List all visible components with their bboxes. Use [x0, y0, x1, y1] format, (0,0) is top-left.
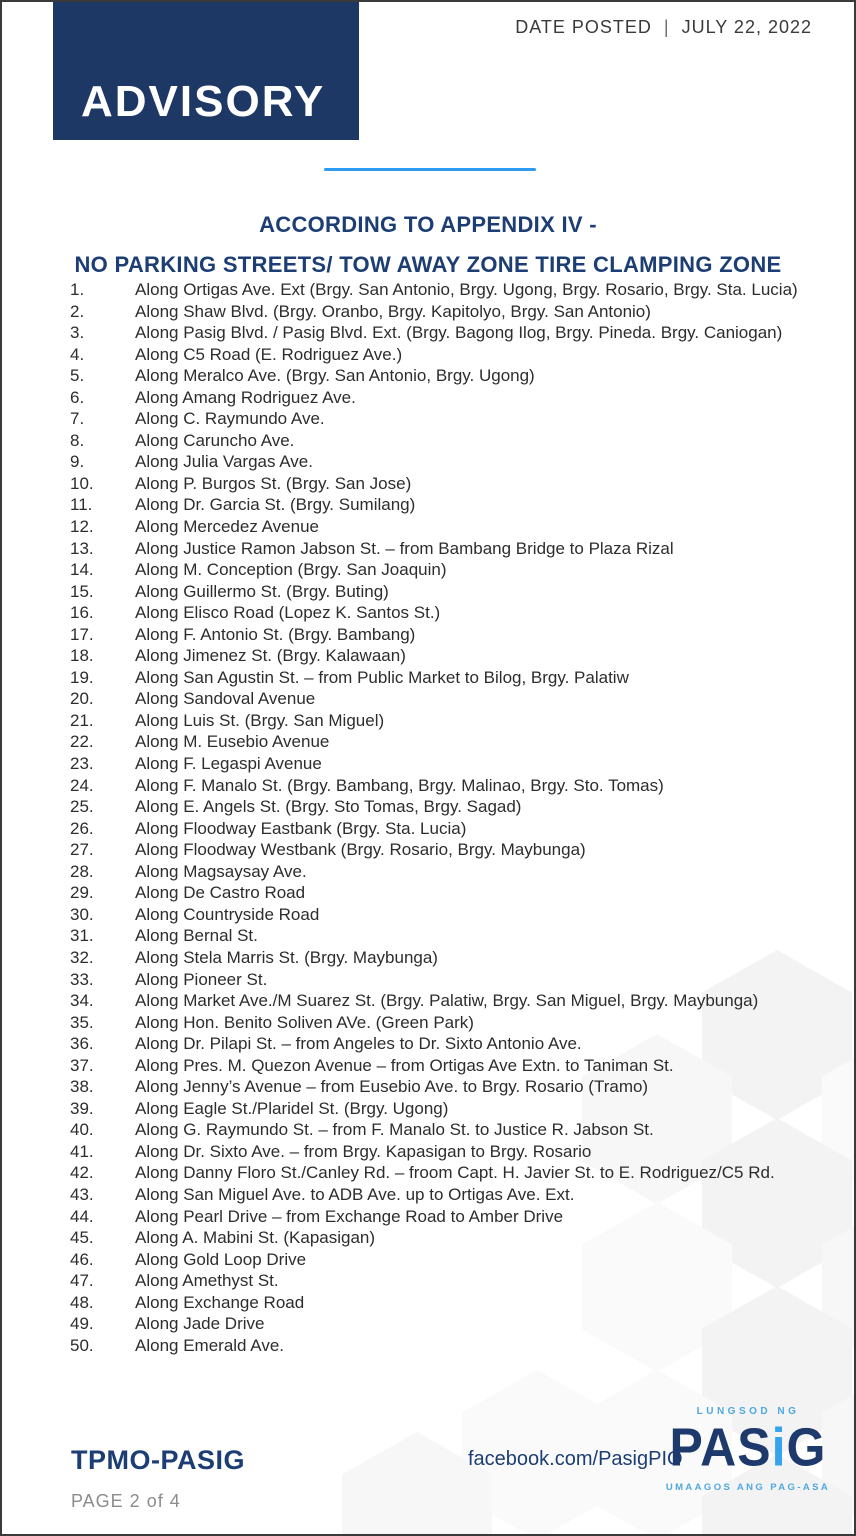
list-item [70, 1292, 818, 1314]
list-item [70, 1076, 818, 1098]
list-item-number: 46. [70, 1249, 94, 1269]
logo-bottom-text: UMAAGOS ANG PAG-ASA [665, 1481, 831, 1493]
list-item-text: Along Guillermo St. (Brgy. Buting) [135, 581, 389, 601]
list-item [70, 710, 818, 732]
list-item-text: Along Dr. Sixto Ave. – from Brgy. Kapasigan to Brgy. Rosario [135, 1141, 592, 1161]
list-item-number: 7. [70, 409, 85, 429]
list-item-number: 12. [70, 517, 94, 537]
list-item-number: 40. [70, 1120, 94, 1140]
list-item-text: Along Magsaysay Ave. [135, 861, 307, 881]
list-item-text: Along De Castro Road [135, 883, 306, 903]
list-item [70, 753, 818, 775]
list-item-text: Along Bernal St. [135, 926, 258, 946]
list-item-text: Along Amang Rodriguez Ave. [135, 387, 356, 407]
list-item-number: 32. [70, 947, 94, 967]
page-title [2, 205, 854, 285]
list-item-text: Along Shaw Blvd. (Brgy. Oranbo, Brgy. Kapitolyo, Brgy. San Antonio) [135, 301, 651, 321]
list-item-text: Along Dr. Pilapi St. – from Angeles to Dr. Sixto Antonio Ave. [135, 1034, 582, 1054]
list-item [70, 925, 818, 947]
list-item [70, 775, 818, 797]
list-item [70, 1313, 818, 1335]
date-posted-separator: | [663, 17, 670, 37]
list-item-number: 5. [70, 366, 85, 386]
list-item [70, 731, 818, 753]
list-item-text: Along Countryside Road [135, 904, 320, 924]
list-item-text: Along Elisco Road (Lopez K. Santos St.) [135, 603, 441, 623]
list-item-number: 15. [70, 581, 94, 601]
list-item-text: Along Pioneer St. [135, 969, 268, 989]
list-item-text: Along M. Conception (Brgy. San Joaquin) [135, 560, 447, 580]
street-list [70, 279, 818, 1356]
list-item-text: Along Gold Loop Drive [135, 1249, 307, 1269]
list-item-number: 19. [70, 667, 94, 687]
page-content [2, 2, 854, 1534]
list-item [70, 1227, 818, 1249]
blue-divider-line [324, 168, 536, 171]
list-item-number: 24. [70, 775, 94, 795]
list-item [70, 279, 818, 301]
list-item-number: 16. [70, 603, 94, 623]
list-item-number: 47. [70, 1271, 94, 1291]
logo-wordmark-g: G [786, 1416, 827, 1478]
facebook-url: facebook.com/PasigPIO [468, 1448, 683, 1470]
list-item [70, 1206, 818, 1228]
list-item-number: 37. [70, 1055, 94, 1075]
list-item [70, 904, 818, 926]
list-item-number: 9. [70, 452, 85, 472]
list-item [70, 365, 818, 387]
list-item-text: Along Hon. Benito Soliven AVe. (Green Park) [135, 1012, 474, 1032]
list-item [70, 322, 818, 344]
list-item-number: 20. [70, 689, 94, 709]
logo-wordmark-pas: PAS [669, 1416, 772, 1478]
list-item-text: Along Emerald Ave. [135, 1335, 284, 1355]
list-item [70, 688, 818, 710]
list-item-number: 43. [70, 1184, 94, 1204]
list-item-text: Along F. Legaspi Avenue [135, 754, 322, 774]
list-item [70, 1055, 818, 1077]
list-item [70, 602, 818, 624]
list-item-text: Along M. Eusebio Avenue [135, 732, 330, 752]
list-item-number: 36. [70, 1034, 94, 1054]
list-item [70, 1335, 818, 1357]
list-item-text: Along F. Manalo St. (Brgy. Bambang, Brgy. Malinao, Brgy. Sto. Tomas) [135, 775, 664, 795]
list-item-number: 49. [70, 1314, 94, 1334]
list-item [70, 301, 818, 323]
list-item [70, 796, 818, 818]
list-item-text: Along Jimenez St. (Brgy. Kalawaan) [135, 646, 406, 666]
date-posted-value: JULY 22, 2022 [681, 17, 812, 37]
list-item-number: 17. [70, 624, 94, 644]
list-item-number: 14. [70, 560, 94, 580]
list-item [70, 1012, 818, 1034]
list-item [70, 494, 818, 516]
page-title-line2: NO PARKING STREETS/ TOW AWAY ZONE TIRE CLAMPING ZONE [74, 252, 782, 277]
logo-wordmark [662, 1416, 834, 1478]
list-item [70, 451, 818, 473]
list-item [70, 1098, 818, 1120]
list-item-text: Along Meralco Ave. (Brgy. San Antonio, Brgy. Ugong) [135, 366, 535, 386]
list-item-number: 23. [70, 754, 94, 774]
list-item-number: 33. [70, 969, 94, 989]
list-item-text: Along G. Raymundo St. – from F. Manalo St. to Justice R. Jabson St. [135, 1120, 654, 1140]
list-item-number: 35. [70, 1012, 94, 1032]
list-item-number: 13. [70, 538, 94, 558]
list-item-text: Along Pasig Blvd. / Pasig Blvd. Ext. (Brgy. Bagong Ilog, Brgy. Pineda. Brgy. Caniogan) [135, 323, 783, 343]
list-item-text: Along P. Burgos St. (Brgy. San Jose) [135, 473, 412, 493]
list-item [70, 408, 818, 430]
list-item-number: 22. [70, 732, 94, 752]
list-item [70, 473, 818, 495]
footer-org-name: TPMO-PASIG [71, 1445, 246, 1475]
list-item-number: 3. [70, 323, 85, 343]
list-item-text: Along Pearl Drive – from Exchange Road to Amber Drive [135, 1206, 564, 1226]
list-item [70, 667, 818, 689]
list-item-number: 26. [70, 818, 94, 838]
list-item [70, 624, 818, 646]
list-item-text: Along Julia Vargas Ave. [135, 452, 313, 472]
list-item-text: Along Market Ave./M Suarez St. (Brgy. Palatiw, Brgy. San Miguel, Brgy. Maybunga) [135, 991, 759, 1011]
list-item-number: 39. [70, 1098, 94, 1118]
logo-top-text: LUNGSOD NG [696, 1406, 800, 1417]
list-item-number: 34. [70, 991, 94, 1011]
list-item-text: Along Caruncho Ave. [135, 430, 295, 450]
list-item-text: Along C5 Road (E. Rodriguez Ave.) [135, 344, 403, 364]
list-item [70, 430, 818, 452]
list-item-number: 4. [70, 344, 85, 364]
list-item-text: Along Exchange Road [135, 1292, 305, 1312]
list-item-text: Along Stela Marris St. (Brgy. Maybunga) [135, 947, 438, 967]
date-posted [515, 17, 812, 38]
list-item-number: 1. [70, 280, 85, 299]
list-item-text: Along Luis St. (Brgy. San Miguel) [135, 710, 385, 730]
list-item-number: 11. [70, 495, 93, 515]
list-item-number: 28. [70, 861, 94, 881]
list-item [70, 1162, 818, 1184]
logo-wordmark-i: i [771, 1416, 787, 1478]
list-item-text: Along Dr. Garcia St. (Brgy. Sumilang) [135, 495, 416, 515]
list-item-number: 27. [70, 840, 94, 860]
list-item-text: Along Pres. M. Quezon Avenue – from Ortigas Ave Extn. to Taniman St. [135, 1055, 674, 1075]
page-indicator: PAGE 2 of 4 [71, 1491, 181, 1511]
list-item [70, 516, 818, 538]
list-item-number: 31. [70, 926, 94, 946]
list-item-text: Along Jade Drive [135, 1314, 265, 1334]
list-item-number: 18. [70, 646, 94, 666]
list-item-number: 44. [70, 1206, 94, 1226]
list-item [70, 839, 818, 861]
list-item-text: Along F. Antonio St. (Brgy. Bambang) [135, 624, 416, 644]
list-item-text: Along Justice Ramon Jabson St. – from Bambang Bridge to Plaza Rizal [135, 538, 674, 558]
list-item-number: 29. [70, 883, 94, 903]
list-item-text: Along Ortigas Ave. Ext (Brgy. San Antonio, Brgy. Ugong, Brgy. Rosario, Brgy. Sta. Lucia) [135, 280, 798, 299]
list-item-text: Along Amethyst St. [135, 1271, 279, 1291]
list-item-text: Along Eagle St./Plaridel St. (Brgy. Ugong) [135, 1098, 449, 1118]
list-item-number: 6. [70, 387, 85, 407]
list-item-text: Along E. Angels St. (Brgy. Sto Tomas, Brgy. Sagad) [135, 797, 522, 817]
list-item-number: 8. [70, 430, 85, 450]
list-item-text: Along San Agustin St. – from Public Market to Bilog, Brgy. Palatiw [135, 667, 629, 687]
list-item-text: Along C. Raymundo Ave. [135, 409, 325, 429]
list-item [70, 990, 818, 1012]
list-item [70, 1184, 818, 1206]
advisory-banner [53, 2, 359, 140]
list-item [70, 581, 818, 603]
list-item-text: Along A. Mabini St. (Kapasigan) [135, 1228, 376, 1248]
list-item [70, 861, 818, 883]
list-item [70, 1249, 818, 1271]
list-item [70, 559, 818, 581]
list-item-text: Along Danny Floro St./Canley Rd. – froom Capt. H. Javier St. to E. Rodriguez/C5 Rd. [135, 1163, 775, 1183]
list-item-number: 21. [70, 710, 94, 730]
list-item [70, 387, 818, 409]
advisory-banner-title: ADVISORY [81, 77, 326, 126]
list-item-text: Along San Miguel Ave. to ADB Ave. up to Ortigas Ave. Ext. [135, 1184, 575, 1204]
list-item [70, 538, 818, 560]
list-item [70, 969, 818, 991]
list-item [70, 947, 818, 969]
list-item-number: 10. [70, 473, 94, 493]
list-item-text: Along Floodway Westbank (Brgy. Rosario, Brgy. Maybunga) [135, 840, 586, 860]
list-item-text: Along Sandoval Avenue [135, 689, 316, 709]
list-item [70, 1119, 818, 1141]
list-item-text: Along Jenny’s Avenue – from Eusebio Ave. to Brgy. Rosario (Tramo) [135, 1077, 649, 1097]
pasig-city-logo [662, 1406, 834, 1493]
list-item-number: 48. [70, 1292, 94, 1312]
list-item-number: 41. [70, 1141, 94, 1161]
page-title-line1: ACCORDING TO APPENDIX IV - [259, 212, 597, 237]
list-item-number: 50. [70, 1335, 94, 1355]
list-item-text: Along Floodway Eastbank (Brgy. Sta. Lucia) [135, 818, 467, 838]
list-item [70, 1270, 818, 1292]
list-item-number: 42. [70, 1163, 94, 1183]
list-item [70, 818, 818, 840]
list-item-number: 45. [70, 1228, 94, 1248]
list-item [70, 882, 818, 904]
list-item-number: 38. [70, 1077, 94, 1097]
list-item-number: 2. [70, 301, 85, 321]
list-item [70, 344, 818, 366]
list-item [70, 645, 818, 667]
list-item [70, 1033, 818, 1055]
list-item-number: 25. [70, 797, 94, 817]
list-item-number: 30. [70, 904, 94, 924]
list-item [70, 1141, 818, 1163]
list-item-text: Along Mercedez Avenue [135, 517, 319, 537]
date-posted-label: DATE POSTED [515, 17, 652, 37]
